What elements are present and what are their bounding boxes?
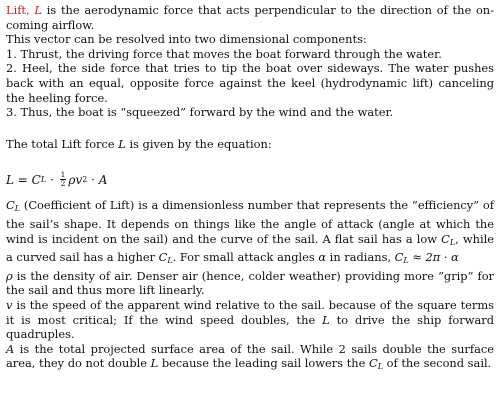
- a-cl-symbol: C: [368, 356, 378, 371]
- component-thrust: 1. Thrust, the driving force that moves the boat forward through the water.: [6, 46, 442, 61]
- eq-cl: C: [31, 172, 41, 187]
- lift-term: [6, 3, 42, 17]
- frac-denominator: 2: [60, 179, 66, 189]
- v-symbol: v: [6, 297, 13, 312]
- a-cl-sub: L: [377, 362, 384, 372]
- a-text: is the total projected surface area of the sail. While 2 sails double the surface area, they do not double: [6, 341, 494, 371]
- spacer: [6, 120, 494, 137]
- eq-dot: ·: [87, 172, 99, 187]
- alpha-symbol: α: [318, 250, 327, 265]
- component-squeezed: 3. Thus, the boat is “squeezed” forward by the wind and the water.: [6, 105, 394, 120]
- total-lift-suffix: is given by the equation:: [125, 136, 272, 151]
- cl-high-symbol: C: [158, 250, 168, 265]
- v-text: is the speed of the apparent wind relative to the sail. because of the square terms it is most critical; If the wind speed doubles, the: [6, 297, 494, 327]
- cl-approx-sub: L: [403, 256, 409, 266]
- lift-label: Lift,: [6, 3, 30, 17]
- a-text: because the leading sail lowers the: [158, 356, 369, 371]
- cl-paragraph: [6, 198, 494, 268]
- total-lift-prefix: The total Lift force: [6, 136, 119, 151]
- cl-low-symbol: C: [441, 231, 450, 246]
- rho-text: is the density of air. Denser air (hence, colder weather) providing more ”grip” for the sail and thus more lift linearly.: [6, 268, 494, 298]
- component-heel: 2. Heel, the side force that tries to tip the boat over sideways. The water pushes back with an equal, opposite force against the keel (hydrodynamic lift) canceling the heeling force.: [6, 61, 494, 105]
- cl-high-sub: L: [167, 256, 173, 266]
- v-paragraph: [6, 298, 494, 342]
- eq-cl-sub: L: [40, 174, 47, 184]
- cl-approx-symbol: C: [394, 250, 404, 265]
- cl-low-sub: L: [449, 237, 456, 247]
- v-text: to drive the ship forward quadruples.: [6, 312, 494, 342]
- lift-equation: [6, 171, 494, 188]
- cl-symbol-sub: L: [14, 204, 21, 214]
- a-lift-symbol: L: [150, 356, 159, 371]
- eq-lhs: L: [6, 172, 14, 187]
- eq-rho-v: ρv: [68, 172, 83, 187]
- a-text: of the second sail.: [383, 356, 492, 371]
- eq-area: A: [98, 172, 108, 187]
- eq-equals: =: [13, 172, 32, 187]
- total-lift-sentence: [6, 137, 494, 152]
- eq-square: 2: [82, 174, 88, 184]
- cl-text: (Coefficient of Lift) is a dimensionless number that represents the ”efficiency” of the sail’s shape. It depends on things like the angle of attack (angle at which the wind is incident on the sail) and the curve of the sail. A flat sail has a low: [6, 198, 494, 246]
- rho-symbol: ρ: [6, 268, 13, 283]
- cl-text: , while a curved sail has a higher: [6, 231, 494, 265]
- frac-numerator: 1: [60, 170, 66, 180]
- intro-line2: coming airflow.: [6, 17, 95, 32]
- cl-approx-formula: ≈ 2π · α: [408, 250, 459, 265]
- v-lift-symbol: L: [322, 312, 330, 327]
- intro-line3: This vector can be resolved into two dimensional components:: [6, 32, 367, 47]
- cl-text: . For small attack angles: [172, 250, 319, 265]
- intro-paragraph: [6, 3, 494, 47]
- total-lift-symbol: L: [118, 136, 126, 151]
- eq-half-fraction: [60, 171, 67, 188]
- rho-paragraph: [6, 269, 494, 298]
- cl-text: in radians,: [326, 250, 395, 265]
- cl-symbol: C: [6, 198, 15, 213]
- eq-dot: ·: [46, 172, 58, 187]
- a-symbol: A: [6, 341, 15, 356]
- lift-symbol: L: [34, 3, 42, 17]
- intro-line1: is the aerodynamic force that acts perpendicular to the direction of the on-: [41, 3, 494, 17]
- spacer: [6, 151, 494, 171]
- a-paragraph: [6, 342, 494, 375]
